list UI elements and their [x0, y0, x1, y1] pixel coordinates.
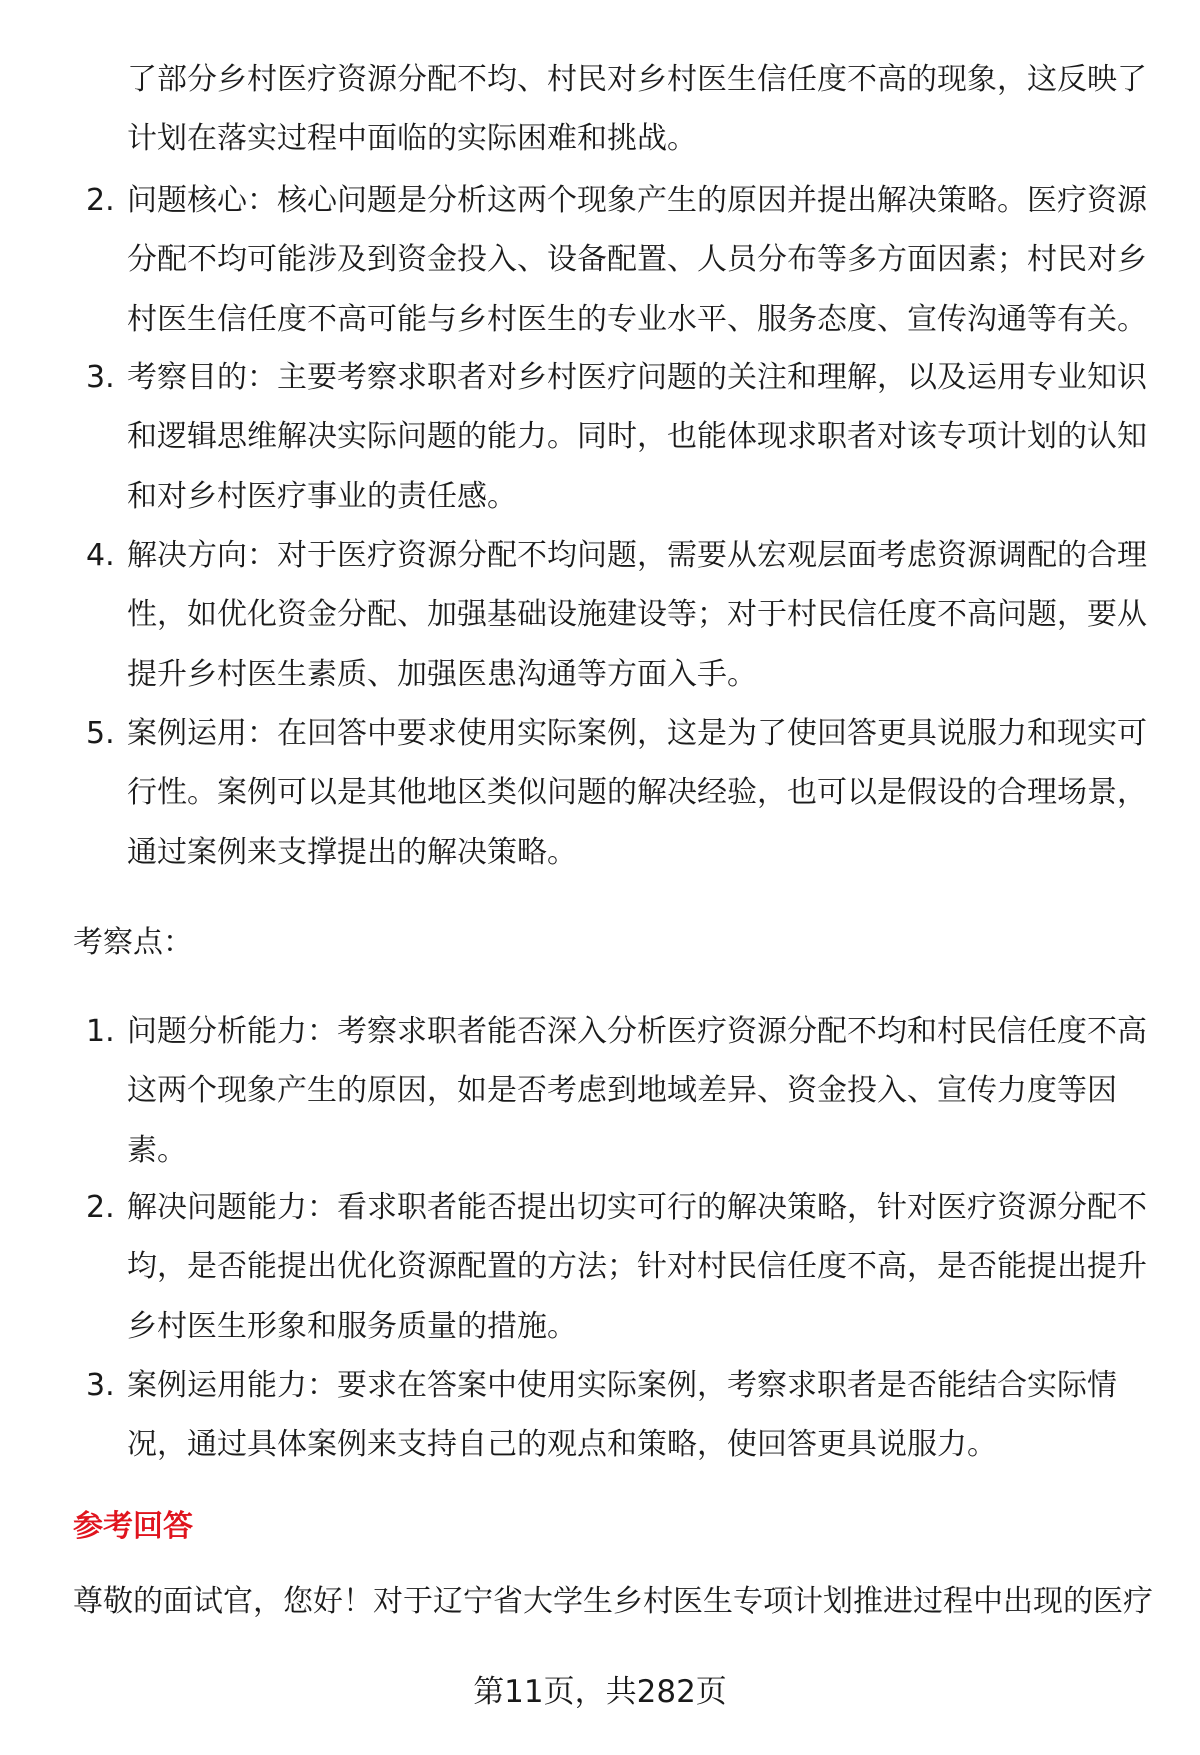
text-line: 素。: [127, 1132, 187, 1168]
intro-paragraph: [0, 50, 1200, 169]
text-line: 通过案例来支撑提出的解决策略。: [127, 834, 577, 870]
list-item: [0, 526, 1200, 704]
points-label-block: [0, 913, 1200, 972]
text-line: 乡村医生形象和服务质量的措施。: [127, 1308, 577, 1344]
answer-heading: 参考回答: [73, 1509, 193, 1544]
text-line: 这两个现象产生的原因，如是否考虑到地域差异、资金投入、宣传力度等因: [127, 1073, 1117, 1109]
text-line: 行性。案例可以是其他地区类似问题的解决经验，也可以是假设的合理场景，: [127, 775, 1147, 811]
text-line: 案例运用：在回答中要求使用实际案例，这是为了使回答更具说服力和现实可: [127, 716, 1147, 751]
text-line: 和逻辑思维解决实际问题的能力。同时，也能体现求职者对该专项计划的认知: [127, 419, 1147, 455]
text-line: 问题核心：核心问题是分析这两个现象产生的原因并提出解决策略。医疗资源: [127, 183, 1147, 218]
list-item: [0, 348, 1200, 526]
list-item: [0, 1178, 1200, 1356]
text-line: 案例运用能力：要求在答案中使用实际案例，考察求职者是否能结合实际情: [127, 1368, 1117, 1403]
text-line: 考察目的：主要考察求职者对乡村医疗问题的关注和理解，以及运用专业知识: [127, 360, 1147, 395]
list-number: 1.: [86, 1014, 115, 1049]
text-line: 提升乡村医生素质、加强医患沟通等方面入手。: [127, 656, 757, 692]
answer-paragraph: [0, 1572, 1200, 1631]
points-label: 考察点：: [73, 925, 193, 960]
page-number: 第11页，共282页: [473, 1674, 727, 1710]
answer-heading-block: [0, 1497, 1200, 1556]
list-number: 3.: [86, 1368, 115, 1403]
text-line: 分配不均可能涉及到资金投入、设备配置、人员分布等多方面因素；村民对乡: [127, 242, 1147, 278]
text-line: 问题分析能力：考察求职者能否深入分析医疗资源分配不均和村民信任度不高: [127, 1014, 1147, 1049]
list-number: 2.: [86, 183, 115, 218]
text-line: 解决问题能力：看求职者能否提出切实可行的解决策略，针对医疗资源分配不: [127, 1190, 1147, 1225]
list-item: [0, 1002, 1200, 1180]
list-number: 2.: [86, 1190, 115, 1225]
text-line: 均，是否能提出优化资源配置的方法；针对村民信任度不高，是否能提出提升: [127, 1249, 1147, 1285]
list-item: [0, 1356, 1200, 1475]
text-line: 和对乡村医疗事业的责任感。: [127, 478, 517, 514]
list-item: [0, 704, 1200, 882]
text-line: 解决方向：对于医疗资源分配不均问题，需要从宏观层面考虑资源调配的合理: [127, 538, 1147, 573]
text-line: 性，如优化资金分配、加强基础设施建设等；对于村民信任度不高问题，要从: [127, 597, 1147, 633]
text-line: 计划在落实过程中面临的实际困难和挑战。: [127, 121, 697, 157]
text-line: 况，通过具体案例来支持自己的观点和策略，使回答更具说服力。: [127, 1427, 997, 1463]
list-number: 3.: [86, 360, 115, 395]
text-line: 了部分乡村医疗资源分配不均、村民对乡村医生信任度不高的现象，这反映了: [127, 62, 1147, 97]
list-item: [0, 171, 1200, 349]
text-line: 尊敬的面试官，您好！对于辽宁省大学生乡村医生专项计划推进过程中出现的医疗: [73, 1584, 1153, 1619]
list-number: 4.: [86, 538, 115, 573]
text-line: 村医生信任度不高可能与乡村医生的专业水平、服务态度、宣传沟通等有关。: [127, 301, 1147, 337]
list-number: 5.: [86, 716, 115, 751]
